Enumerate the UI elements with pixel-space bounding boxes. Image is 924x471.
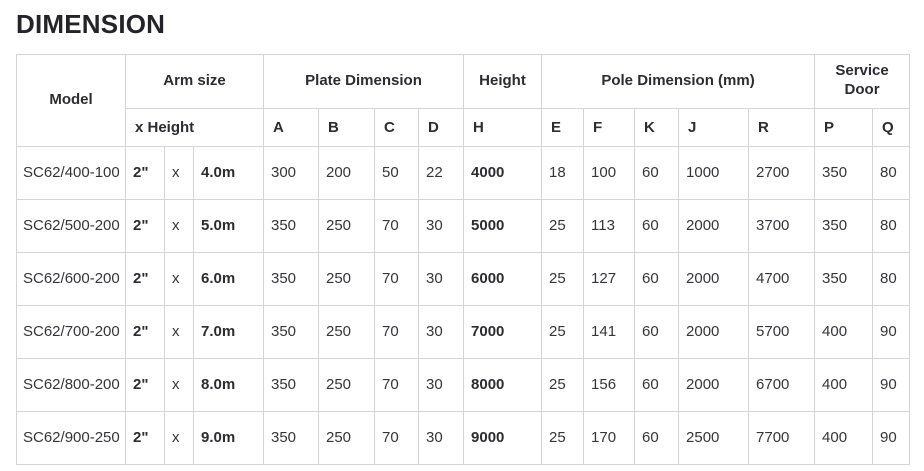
subheader-e: E [542,108,584,146]
cell-h: 6000 [464,252,542,305]
table-row [17,252,910,305]
cell-b: 250 [319,358,375,411]
table-row [17,358,910,411]
cell-k: 60 [635,199,679,252]
cell-model: SC62/500-200 [17,199,126,252]
cell-a: 350 [264,252,319,305]
header-arm-size: Arm size [126,54,264,108]
cell-h: 7000 [464,305,542,358]
cell-r: 7700 [749,411,815,464]
cell-arm-height: 6.0m [194,252,264,305]
cell-b: 200 [319,146,375,199]
cell-a: 350 [264,411,319,464]
cell-d: 30 [419,199,464,252]
cell-j: 2000 [679,305,749,358]
cell-b: 250 [319,199,375,252]
cell-model: SC62/600-200 [17,252,126,305]
table-row [17,146,910,199]
cell-h: 5000 [464,199,542,252]
subheader-d: D [419,108,464,146]
cell-b: 250 [319,252,375,305]
cell-p: 350 [815,252,873,305]
cell-j: 2000 [679,358,749,411]
dimension-table [16,54,910,465]
cell-arm-height: 7.0m [194,305,264,358]
cell-d: 30 [419,305,464,358]
cell-h: 9000 [464,411,542,464]
cell-arm-height: 4.0m [194,146,264,199]
cell-r: 3700 [749,199,815,252]
cell-p: 400 [815,305,873,358]
subheader-b: B [319,108,375,146]
cell-k: 60 [635,146,679,199]
cell-arm-height: 5.0m [194,199,264,252]
cell-r: 4700 [749,252,815,305]
cell-p: 400 [815,358,873,411]
cell-p: 400 [815,411,873,464]
cell-d: 30 [419,411,464,464]
table-row [17,199,910,252]
subheader-k: K [635,108,679,146]
cell-j: 2000 [679,199,749,252]
cell-f: 170 [584,411,635,464]
cell-e: 18 [542,146,584,199]
header-group-row [17,54,910,108]
cell-j: 2000 [679,252,749,305]
cell-f: 156 [584,358,635,411]
cell-r: 5700 [749,305,815,358]
table-body [17,146,910,464]
cell-e: 25 [542,411,584,464]
cell-a: 350 [264,358,319,411]
cell-arm-diameter: 2" [126,305,165,358]
cell-f: 100 [584,146,635,199]
cell-arm-x: x [165,252,194,305]
header-sub-row [17,108,910,146]
cell-arm-diameter: 2" [126,358,165,411]
cell-model: SC62/700-200 [17,305,126,358]
table-header [17,54,910,146]
cell-q: 80 [873,199,910,252]
cell-arm-x: x [165,199,194,252]
cell-q: 90 [873,358,910,411]
cell-c: 50 [375,146,419,199]
subheader-r: R [749,108,815,146]
cell-e: 25 [542,252,584,305]
cell-model: SC62/900-250 [17,411,126,464]
cell-d: 30 [419,252,464,305]
subheader-h: H [464,108,542,146]
cell-j: 2500 [679,411,749,464]
cell-model: SC62/800-200 [17,358,126,411]
subheader-x-height: x Height [126,108,264,146]
page-title: DIMENSION [16,9,166,39]
cell-arm-x: x [165,358,194,411]
cell-q: 90 [873,305,910,358]
cell-q: 80 [873,252,910,305]
subheader-p: P [815,108,873,146]
cell-e: 25 [542,358,584,411]
subheader-f: F [584,108,635,146]
cell-r: 6700 [749,358,815,411]
cell-c: 70 [375,199,419,252]
subheader-j: J [679,108,749,146]
subheader-c: C [375,108,419,146]
cell-k: 60 [635,305,679,358]
table-row [17,305,910,358]
cell-c: 70 [375,252,419,305]
cell-k: 60 [635,252,679,305]
cell-q: 90 [873,411,910,464]
cell-k: 60 [635,411,679,464]
header-pole-dimension: Pole Dimension (mm) [542,54,815,108]
header-model: Model [17,54,126,146]
cell-arm-x: x [165,305,194,358]
cell-model: SC62/400-100 [17,146,126,199]
cell-arm-height: 8.0m [194,358,264,411]
table-row [17,411,910,464]
cell-f: 141 [584,305,635,358]
cell-q: 80 [873,146,910,199]
cell-arm-diameter: 2" [126,411,165,464]
cell-c: 70 [375,411,419,464]
cell-c: 70 [375,305,419,358]
cell-arm-x: x [165,146,194,199]
subheader-q: Q [873,108,910,146]
cell-a: 350 [264,305,319,358]
header-height: Height [464,54,542,108]
cell-d: 22 [419,146,464,199]
cell-arm-x: x [165,411,194,464]
cell-f: 127 [584,252,635,305]
cell-b: 250 [319,305,375,358]
cell-f: 113 [584,199,635,252]
cell-r: 2700 [749,146,815,199]
header-service-door: Service Door [815,54,910,108]
cell-p: 350 [815,146,873,199]
cell-j: 1000 [679,146,749,199]
cell-h: 4000 [464,146,542,199]
cell-e: 25 [542,305,584,358]
cell-k: 60 [635,358,679,411]
subheader-a: A [264,108,319,146]
cell-arm-diameter: 2" [126,146,165,199]
header-plate-dimension: Plate Dimension [264,54,464,108]
cell-h: 8000 [464,358,542,411]
cell-arm-diameter: 2" [126,199,165,252]
cell-b: 250 [319,411,375,464]
cell-arm-diameter: 2" [126,252,165,305]
cell-a: 350 [264,199,319,252]
cell-c: 70 [375,358,419,411]
cell-arm-height: 9.0m [194,411,264,464]
cell-p: 350 [815,199,873,252]
cell-e: 25 [542,199,584,252]
cell-a: 300 [264,146,319,199]
cell-d: 30 [419,358,464,411]
